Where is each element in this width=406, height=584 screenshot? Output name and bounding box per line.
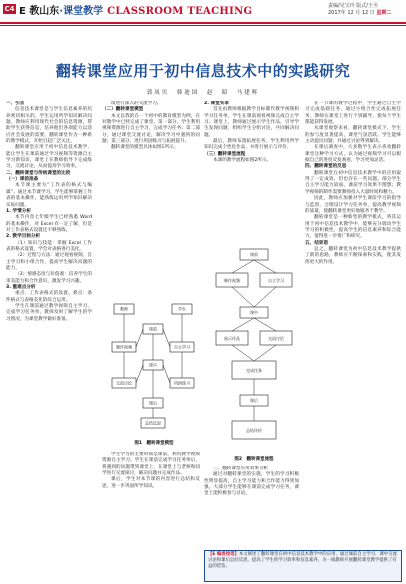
flow-step-show-work-label: 展示作品 (224, 336, 240, 341)
section-heading: 四、翻转课堂的反思 (305, 164, 347, 170)
page-header (0, 0, 406, 32)
node-teacher-label: 教师 (120, 306, 128, 312)
paragraph: 翻转课堂在初中信息技术教学中的应用取得了一定成效，但也存在一些问题。部分学生自主学习能力较弱，课前学习效果不理想；教学视频的制作需要教师投入大量时间和精力。 (305, 170, 401, 195)
paragraph: 总之，翻转课堂为初中信息技术教学提供了新的思路，教师应不断探索和实践，使其发挥更大的作用。 (305, 246, 401, 265)
figure-1-model-diagram (110, 298, 196, 438)
section-heading: （三）翻转课堂流程 (204, 151, 246, 157)
node-discussion-label: 交流讨论 (116, 380, 132, 386)
paragraph: 首先由教师根据教学目标制作教学视频和学习任务单，学生在课前观看视频完成自主学习。课堂上，教师通过展示学生作品，引导学生发现问题，组织学生分组讨论，共同解决问题。 (204, 107, 299, 138)
flow-step-video-label: 制作视频 (224, 278, 240, 283)
issue-date: 2017年 12 月 12 日 (328, 10, 375, 16)
paragraph: 最后，教师布置拓展任务，学生利用所学知识完成个性化作品，并进行展示与评价。 (204, 139, 299, 151)
flow-step-in-class-label: 课中 (250, 310, 258, 315)
paragraph: 从课堂观察来看，翻转课堂模式下，学生的参与度显著提高，课堂气氛活跃。学生能够主动提出问题，并通过讨论得到解决。 (305, 126, 401, 145)
paragraph: （1）知识与技能：掌握 Excel 工作表的格式设置，学会对表格进行美化。 (6, 240, 92, 252)
column-2 (102, 101, 200, 296)
section-heading: 2. 教学目标分析 (6, 234, 41, 240)
paragraph: 通过对翻转课堂的实施，学生的学习积极性明显提高，自主学习能力和合作能力得到加强。大部分学生能够在课前完成学习任务，课堂上能积极参与讨论。 (204, 472, 299, 497)
article-authors: 郭凤贝 韩迪国 赵 昭 马建辉 (146, 90, 260, 96)
node-after-class-label: 课后 (149, 400, 157, 406)
header-rule-thin (0, 25, 406, 26)
section-heading: （二）翻转课堂模型 (102, 107, 144, 113)
section-heading: 一、引言 (6, 101, 25, 106)
node-make-video-label: 制作视频 (116, 344, 132, 350)
paragraph: （2）过程与方法：通过观看视频、自主学习和小组合作，提高学生解决问题的能力。 (6, 253, 92, 271)
node-practice-label: 巩固练习 (174, 380, 190, 386)
paragraph: 学生学习的主要时间是课前，利用教学视频资源自主学习。学生在课前完成学习任务单后，将遇到的问题带到课堂上，在课堂上与老师和同学进行交流探讨，解决问题并完成作品。 (102, 452, 200, 477)
flow-step-task-label: 完成任务 (246, 368, 262, 373)
page-number: C4 (4, 5, 15, 13)
column-4 (305, 101, 401, 579)
flow-step-evaluation-label: 总结评价 (246, 428, 262, 433)
paragraph: 信息技术课堂是与学生信息素养的培养密切相关的。学生运用所学知识解决问题，教师应利用现代社会的信息资源，帮助学生获得信息，培养他们各项能力以适应社会发展的需要。翻转课堂作为一种新的教学模式，开始引起广泛关注。 (6, 107, 92, 145)
paragraph: 本节内容七年级学生已经熟悉 Word 的基本操作，对 Excel 有一定了解，但是对工作表格式设置还不够熟练。 (6, 215, 92, 233)
editor-line: 责编/吴宝玲 版式/王丞 (328, 3, 378, 9)
column-1 (6, 101, 92, 583)
paragraph: 在一节课的教学过程中，学生通过自主学习完成基础任务，通过小组合作完成拓展任务，教师在课堂上进行个别辅导，使每个学生都能获得发展。 (305, 101, 401, 126)
issue-meta (328, 3, 402, 17)
masthead (19, 2, 252, 17)
flow-step-after-label: 课后 (250, 398, 258, 403)
issue-weekday: 星期二 (376, 10, 392, 16)
paragraph: 课后，学生对本节课的内容进行总结和反思，进一步巩固所学知识。 (102, 477, 200, 489)
node-before-class-label: 课前 (149, 326, 157, 332)
section-heading: 3. 重难点分析 (6, 284, 36, 290)
figure-2-caption: 图2 翻转课堂流程 (234, 457, 274, 462)
flow-step-before-label: 课前 (250, 252, 258, 257)
paragraph: 因此，教师应加强对学生课前学习的指导与监督，合理设计学习任务单，提高教学视频的质量，使翻转课堂更好地服务于教学。 (305, 196, 401, 214)
brand-name: E 教山东 (19, 6, 60, 17)
paragraph: 在课后调查中，大多数学生表示喜欢翻转课堂这种学习方式，认为通过视频学习可以根据自己的进度反复观看，学习更加灵活。 (305, 145, 401, 164)
paragraph: 本课的教学流程如图2所示。 (213, 158, 272, 164)
figure-1-caption: 图1 翻转课堂模型 (134, 441, 174, 446)
figure-2-flow-diagram (210, 245, 298, 455)
paragraph: 本文以我的在一个初中的教育模型为例，在对教学中已经完成了课堂。第一部分，学生利用视频资源进行自主学习，完成学习任务；第二部分，通过课堂交流讨论，解决学习中遇到的问题；第三部分，进行巩固练习与拓展提升。 (102, 113, 200, 145)
paragraph: 境进行深入的交流学习。 (111, 101, 162, 106)
section-english: CLASSROOM TEACHING (107, 6, 253, 17)
section-heading: 三、翻转课堂应用效果分析 (213, 466, 269, 471)
section-heading: 2. 课堂实录 (204, 101, 229, 106)
section-heading: 二、翻转课堂与传统课堂的比较 (6, 170, 71, 176)
flow-step-discussion-label: 交流讨论 (268, 336, 284, 341)
paragraph: 本节课主要为“工作表的格式与编辑”。通过本节课学习，学生能够掌握工作表的基本操作，能熟练运用所学知识解决实际问题。 (6, 183, 92, 208)
section-heading: 1. 学情分析 (6, 208, 31, 214)
paragraph: 翻转课堂是一种新型的教学模式，将其运用于初中信息技术教学中，能够充分调动学生学习的积极性，提高学生的信息素养和综合能力，值得进一步推广和研究。 (305, 215, 401, 240)
node-in-class-label: 课中 (149, 362, 157, 368)
section-heading: 五、结束语 (305, 240, 328, 246)
paragraph: 学生在课前通过教学视频自主学习，完成学习任务单，教师及时了解学生的学习情况，为课堂教学做好准备。 (6, 304, 92, 322)
header-rule (0, 22, 406, 24)
node-student-label: 学生 (178, 306, 186, 312)
paragraph: （3）情感态度与价值观：培养学生的审美能力和合作意识，激发学习兴趣。 (6, 272, 92, 284)
editor-note-heading: 【E 编者按语】 (208, 552, 239, 557)
column-3-continued (204, 466, 299, 546)
paragraph: 翻转课堂的模型具体如图1所示。 (111, 145, 179, 151)
editor-note-box (204, 550, 402, 582)
paragraph: 翻转课堂应用于初中信息技术教学，能让学生在课前通过学习视频等资源自主学习新知识，课堂上在教师指导下完成练习、交流讨论，从而提高学习效率。 (6, 145, 92, 170)
flow-step-self-study-label: 自主学习 (268, 278, 284, 283)
section-heading: （一）课前准备 (6, 177, 39, 183)
column-3 (204, 101, 299, 241)
article-title: 翻转课堂应用于初中信息技术中的实践研究 (55, 62, 351, 80)
editor-note-text: 本文阐述了翻转课堂在初中信息技术教学中的应用，通过课前自主学习、课中交流讨论和课后总结反思，提高了学生的学习效率和信息素养，为一线教师开展翻转课堂教学提供了有益的借鉴。 (208, 552, 397, 569)
node-reflection-label: 总结反思 (145, 420, 161, 426)
paragraph: 重点：工作表格式的设置。难点：条件格式与表格美化的综合运用。 (6, 291, 92, 303)
node-self-study-label: 自主学习 (174, 344, 190, 350)
section-name: ·课堂教学 (59, 6, 104, 17)
column-2-continued (102, 452, 200, 582)
